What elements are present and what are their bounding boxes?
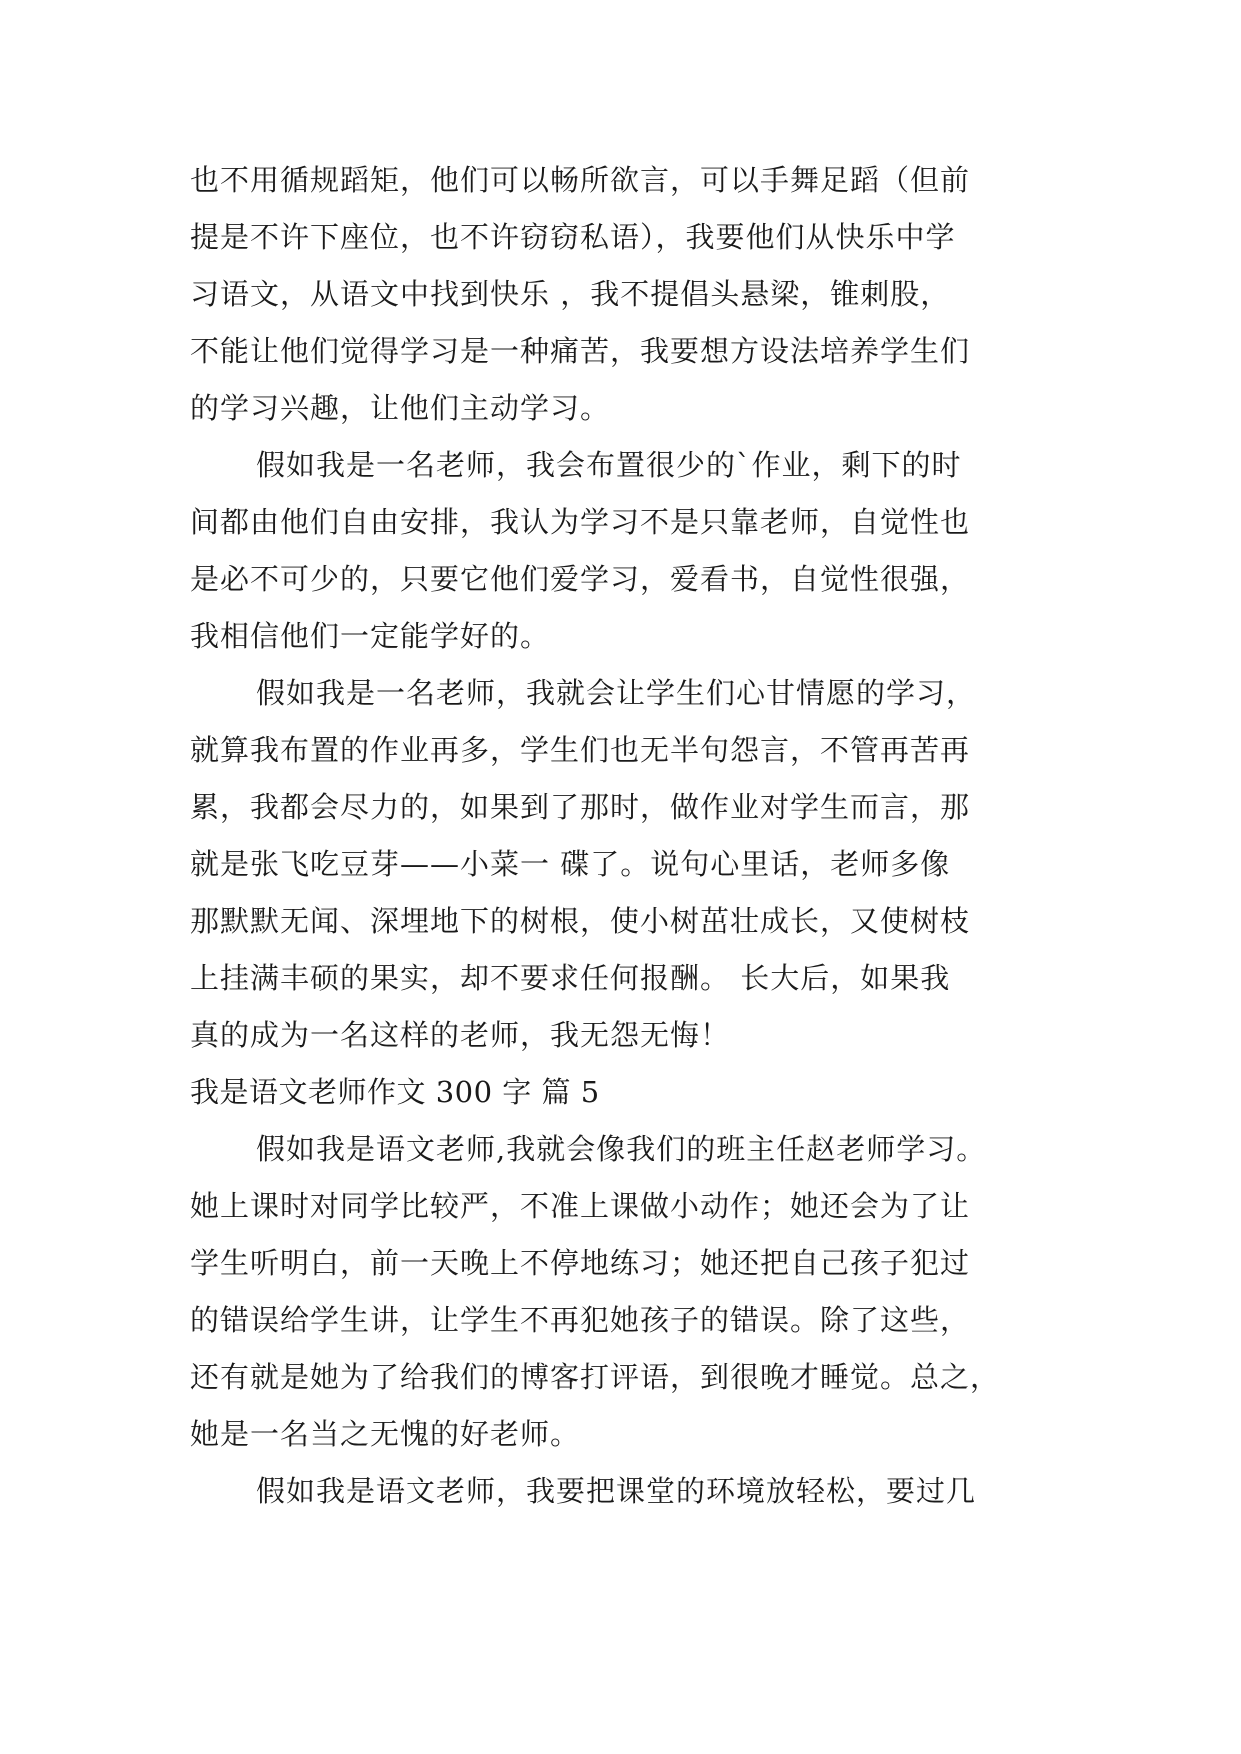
text-line: 那默默无闻、深埋地下的树根，使小树茁壮成长，又使树枝 bbox=[190, 904, 971, 938]
text-line: 提是不许下座位，也不许窃窃私语），我要他们从快乐中学 bbox=[190, 220, 956, 254]
text-line: 的学习兴趣，让他们主动学习。 bbox=[190, 391, 611, 425]
text-line: 假如我是语文老师，我要把课堂的环境放轻松，要过几 bbox=[256, 1474, 977, 1508]
text-line: 是必不可少的，只要它他们爱学习，爱看书，自觉性很强， bbox=[190, 562, 971, 596]
text-line: 习语文，从语文中找到快乐 ，我不提倡头悬梁，锥刺股， bbox=[190, 277, 951, 311]
text-line: 学生听明白，前一天晚上不停地练习；她还把自己孩子犯过 bbox=[190, 1246, 971, 1280]
text-line: 累，我都会尽力的，如果到了那时，做作业对学生而言，那 bbox=[190, 790, 971, 824]
text-line: 假如我是一名老师，我会布置很少的`作业，剩下的时 bbox=[256, 448, 962, 482]
text-line: 她上课时对同学比较严，不准上课做小动作；她还会为了让 bbox=[190, 1189, 971, 1223]
text-line: 真的成为一名这样的老师，我无怨无悔！ bbox=[190, 1018, 731, 1052]
text-line: 上挂满丰硕的果实，却不要求任何报酬。 长大后，如果我 bbox=[190, 961, 951, 995]
text-line: 就算我布置的作业再多，学生们也无半句怨言，不管再苦再 bbox=[190, 733, 971, 767]
section-heading: 我是语文老师作文 300 字 篇 5 bbox=[190, 1075, 600, 1109]
text-line: 还有就是她为了给我们的博客打评语，到很晚才睡觉。总之， bbox=[190, 1360, 1001, 1394]
text-line: 的错误给学生讲，让学生不再犯她孩子的错误。除了这些， bbox=[190, 1303, 971, 1337]
text-line: 假如我是语文老师,我就会像我们的班主任赵老师学习。 bbox=[256, 1132, 987, 1166]
text-line: 我相信他们一定能学好的。 bbox=[190, 619, 551, 653]
text-line: 间都由他们自由安排，我认为学习不是只靠老师，自觉性也 bbox=[190, 505, 971, 539]
text-line: 也不用循规蹈矩，他们可以畅所欲言，可以手舞足蹈（但前 bbox=[190, 163, 971, 197]
text-line: 就是张飞吃豆芽——小菜一 碟了。说句心里话，老师多像 bbox=[190, 847, 951, 881]
text-line: 她是一名当之无愧的好老师。 bbox=[190, 1417, 581, 1451]
text-line: 不能让他们觉得学习是一种痛苦，我要想方设法培养学生们 bbox=[190, 334, 971, 368]
text-line: 假如我是一名老师，我就会让学生们心甘情愿的学习， bbox=[256, 676, 977, 710]
document-body bbox=[190, 152, 1080, 1520]
